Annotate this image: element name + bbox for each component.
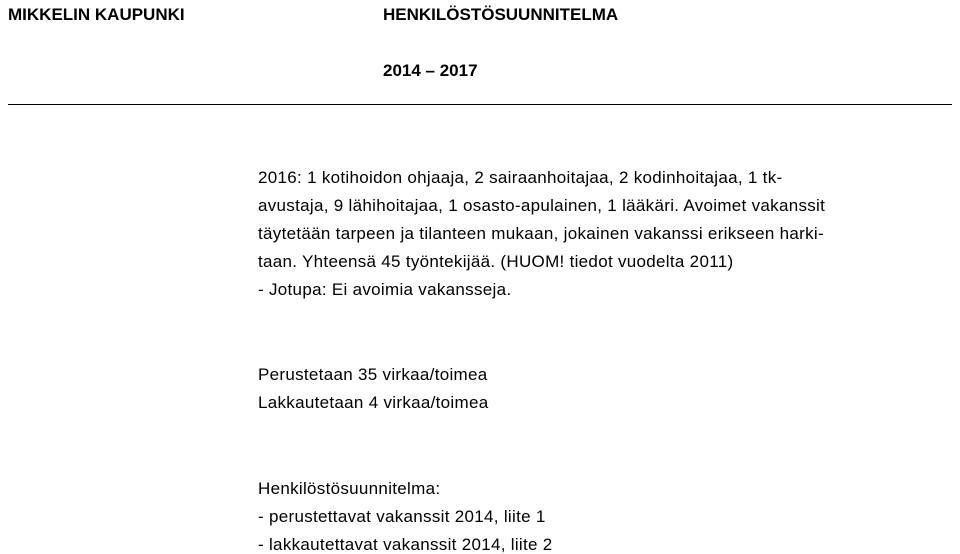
plan-period: 2014 – 2017	[383, 61, 478, 80]
header-divider	[8, 104, 952, 105]
positions-summary	[258, 361, 488, 417]
document-title: HENKILÖSTÖSUUNNITELMA	[383, 5, 619, 24]
plan-item: - lakkautettavat vakanssit 2014, liite 2	[258, 535, 553, 554]
paragraph-line: 2016: 1 kotihoidon ohjaaja, 2 sairaanhoitajaa, 2 kodinhoitajaa, 1 tk-	[258, 168, 783, 187]
plan-heading: Henkilöstösuunnitelma:	[258, 479, 441, 498]
plan-section	[258, 475, 553, 554]
paragraph-line: taan. Yhteensä 45 työntekijää. (HUOM! tiedot vuodelta 2011)	[258, 252, 734, 271]
paragraph-line: - Jotupa: Ei avoimia vakansseja.	[258, 280, 512, 299]
established-positions: Perustetaan 35 virkaa/toimea	[258, 365, 488, 384]
staffing-paragraph	[258, 164, 958, 304]
paragraph-line: avustaja, 9 lähihoitajaa, 1 osasto-apulainen, 1 lääkäri. Avoimet vakanssit	[258, 196, 826, 215]
paragraph-line: täytetään tarpeen ja tilanteen mukaan, jokainen vakanssi erikseen harki-	[258, 224, 824, 243]
abolished-positions: Lakkautetaan 4 virkaa/toimea	[258, 393, 489, 412]
plan-item: - perustettavat vakanssit 2014, liite 1	[258, 507, 546, 526]
organization-name: MIKKELIN KAUPUNKI	[8, 5, 185, 24]
